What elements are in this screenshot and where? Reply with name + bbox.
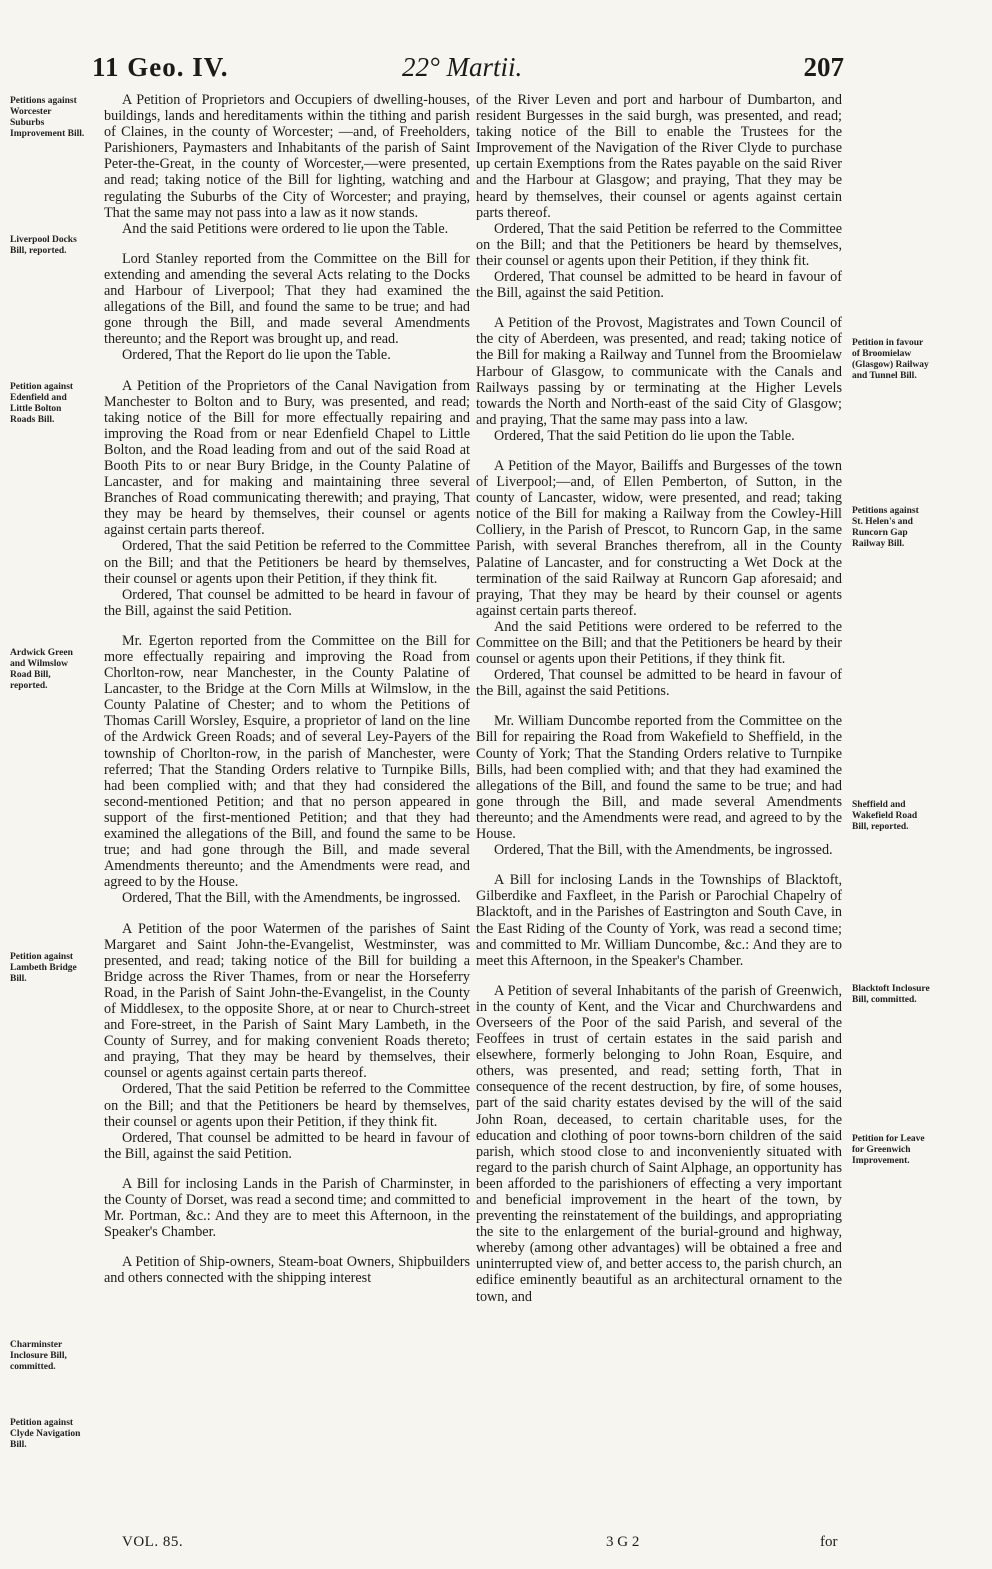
right-column [476, 92, 842, 1305]
entry-lambeth [104, 921, 470, 1162]
entry-paragraph: A Petition of Proprietors and Occupiers of dwelling-houses, buildings, lands and hereditaments within the tithing and parish of Claines, in the county of Worcester; —and, of Freeholders, Parishioners, Paymasters and Inhabitants of the parish of Saint Peter-the-Great, in the county of Worcester,—were presented, and read; taking notice of the Bill for lighting, watching and regulating the Suburbs of the City of Worcester; and praying, That the same may not pass into a law as it now stands. [104, 92, 470, 221]
signature-mark: 3 G 2 [606, 1534, 640, 1550]
entry-paragraph: Lord Stanley reported from the Committee on the Bill for extending and amending the several Acts relating to the Docks and Harbour of Liverpool; That they had examined the allegations of the Bill, and found the same to be true; and had gone through the Bill, and made several Amendments thereunto; and the Report was brought up, and read. [104, 250, 470, 348]
entry-paragraph: Ordered, That counsel be admitted to be heard in favour of the Bill, against the said Petitions. [476, 667, 842, 700]
margin-note-worcester: Petitions against Worcester Suburbs Improvement Bill. [10, 96, 85, 139]
entry-paragraph: Ordered, That the said Petition be referred to the Committee on the Bill; and that the Petitioners be heard by themselves, their counsel or agents upon their Petition, if they think fit. [476, 220, 842, 269]
entry-worcester [104, 92, 470, 237]
entry-paragraph: A Petition of the Proprietors of the Canal Navigation from Manchester to Bolton and to Bury, was presented, and read; taking notice of the Bill for more effectually repairing and improving the Road from or near Edenfield Chapel to Little Bolton, and the Road leading from and out of the said Road at Booth Pits to or near Bury Bridge, in the County Palatine of Lancaster, and for making and maintaining three several Branches of Road communicating therewith; and praying, That they may be heard by themselves, their counsel or agents against certain parts thereof. [104, 377, 470, 539]
entry-paragraph: A Petition of the Mayor, Bailiffs and Burgesses of the town of Liverpool;—and, of Ellen Pemberton, of Sutton, in the county of Lancaster, widow, were presented, and read; taking notice of the Bill for making a Railway from the Cowley-Hill Colliery, in the Parish of Prescot, to Runcorn Gap, in the same Parish, with several Branches therefrom, all in the County Palatine of Lancaster, and for constructing a Wet Dock at the termination of the said Railway at Runcorn Gap aforesaid; and praying, That they may be heard by their counsel or agents against certain parts thereof. [476, 457, 842, 619]
catchword: for [820, 1534, 838, 1550]
entry-paragraph: A Bill for inclosing Lands in the Parish of Charminster, in the County of Dorset, was read a second time; and committed to Mr. Portman, &c.: And they are to meet this Afternoon, in the Speaker's Chamber. [104, 1175, 470, 1241]
entry-paragraph: Ordered, That counsel be admitted to be heard in favour of the Bill, against the said Petition. [104, 1129, 470, 1162]
entry-liverpool [104, 251, 470, 364]
entry-paragraph: Ordered, That the Report do lie upon the Table. [122, 347, 391, 364]
entry-paragraph: Ordered, That counsel be admitted to be heard in favour of the Bill, against the said Petition. [104, 586, 470, 619]
entry-sheffield [476, 713, 842, 858]
entry-paragraph: Ordered, That the Bill, with the Amendments, be ingrossed. [122, 890, 461, 907]
entry-paragraph: Ordered, That counsel be admitted to be heard in favour of the Bill, against the said Petition. [476, 269, 842, 302]
entry-sthelens [476, 458, 842, 699]
entry-paragraph: A Petition of several Inhabitants of the parish of Greenwich, in the county of Kent, and the Vicar and Churchwardens and Overseers of the Poor of the said Parish, and several of the Feoffees in trust of certain estates in the said parish and elsewhere, formerly belonging to John Roan, Esquire, and others, was presented, and read; setting forth, That in consequence of the recent destruction, by fire, of some houses, part of the said charity estates devised by the will of the said John Roan, deceased, to certain charitable uses, for the education and clothing of poor towns-born children of the said parish, which stood close to and inconveniently situated with regard to the parish church of Saint Alphage, an opportunity has been afforded to the parishioners of effecting a very important and beneficial improvement in the heart of the town, by preventing the reinstatement of the buildings, and appropriating the site to the enlargement of the burial-ground and highway, whereby (among other advantages) will be obtained a free and uninterrupted view of, and better access to, the parish church, an edifice eminently beautiful as an architectural ornament to the town, and [476, 982, 842, 1305]
regnal-year: 11 Geo. IV. [92, 52, 229, 82]
margin-note-liverpool: Liverpool Docks Bill, reported. [10, 235, 77, 256]
margin-note-broomielaw: Petition in favour of Broomielaw (Glasgow) Railway and Tunnel Bill. [852, 338, 929, 381]
entry-clyde [104, 1254, 470, 1286]
entry-paragraph: of the River Leven and port and harbour of Dumbarton, and resident Burgesses in the said burgh, was presented, and read; taking notice of the Bill to enable the Trustees for the Improvement of the Navigation of the River Clyde to purchase up certain Exemptions from the Rates payable on the said River and the Harbour at Glasgow; and praying, That they may be heard by themselves, their counsel or agents against certain parts thereof. [476, 92, 842, 221]
entry-blacktoft [476, 872, 842, 969]
entry-paragraph: Ordered, That the Bill, with the Amendments, be ingrossed. [494, 842, 833, 859]
entry-paragraph: Mr. William Duncombe reported from the Committee on the Bill for repairing the Road from Wakefield to Sheffield, in the County of York; That the Standing Orders relative to Turnpike Bills, had been complied with; and that they had examined the allegations of the Bill, and found the same to be true; and had gone through the Bill, and made several Amendments thereunto; and the Amendments were read, and agreed to by the House. [476, 713, 842, 843]
left-column [104, 92, 470, 1286]
margin-note-sthelens: Petitions against St. Helen's and Runcorn Gap Railway Bill. [852, 506, 919, 549]
entry-paragraph: Ordered, That the said Petition be referred to the Committee on the Bill; and that the Petitioners be heard by themselves, their counsel or agents upon their Petition, if they think fit. [104, 1081, 470, 1130]
volume-label: VOL. 85. [122, 1534, 184, 1550]
margin-note-sheffield: Sheffield and Wakefield Road Bill, reported. [852, 800, 918, 832]
session-date: 22° Martii. [402, 52, 523, 82]
entry-charminster [104, 1176, 470, 1240]
page-header [92, 52, 844, 88]
entry-paragraph: Ordered, That the said Petition be referred to the Committee on the Bill; and that the Petitioners be heard by themselves, their counsel or agents upon their Petition, if they think fit. [104, 538, 470, 587]
entry-paragraph: A Petition of the Provost, Magistrates and Town Council of the city of Aberdeen, was presented, and read; taking notice of the Bill for making a Railway and Tunnel from the Broomielaw Harbour of Glasgow, to communicate with the Canals and Railways passing by or terminating at the Higher Levels towards the North and North-east of the said City of Glasgow; and praying, That the same may pass into a law. [476, 315, 842, 428]
entry-clyde-continued [476, 92, 842, 301]
entry-paragraph: A Bill for inclosing Lands in the Townships of Blacktoft, Gilberdike and Faxfleet, in the Parish or Parochial Chapelry of Blacktoft, and in the Parishes of Eastrington and South Cave, in the East Riding of the County of York, was read a second time; and committed to Mr. William Duncombe, &c.: And they are to meet this Afternoon, in the Speaker's Chamber. [476, 872, 842, 969]
entry-paragraph: Mr. Egerton reported from the Committee on the Bill for more effectually repairing and improving the Road from Chorlton-row, near Manchester, in the County Palatine of Lancaster, to the Bridge at the Corn Mills at Wilmslow, in the County Palatine of Chester; and to whom the Petitions of Thomas Carill Worsley, Esquire, a proprietor of land on the line of the Ardwick Green Roads; and of several Ley-Payers of the township of Chorlton-row, in the parish of Manchester, were referred; That the Standing Orders relative to Turnpike Bills, had been complied with; and that they had considered the second-mentioned Petition; and that no person appeared in support of the first-mentioned Petition; and that they had examined the allegations of the Bill, and found the same to be true; and had gone through the Bill, and made several Amendments thereunto; and the Amendments were read, and agreed to by the House. [104, 632, 470, 891]
entry-aberdeen [476, 315, 842, 444]
margin-note-clyde: Petition against Clyde Navigation Bill. [10, 1418, 81, 1450]
entry-paragraph: And the said Petitions were ordered to be referred to the Committee on the Bill; and that the Petitioners be heard by their counsel or agents upon their Petitions, if they think fit. [476, 618, 842, 668]
margin-note-lambeth: Petition against Lambeth Bridge Bill. [10, 952, 77, 984]
margin-note-ardwick: Ardwick Green and Wilmslow Road Bill, reported. [10, 648, 73, 691]
entry-paragraph: Ordered, That the said Petition do lie upon the Table. [494, 427, 795, 444]
margin-note-edenfield: Petition against Edenfield and Little Bolton Roads Bill. [10, 382, 74, 425]
entry-paragraph: A Petition of Ship-owners, Steam-boat Owners, Shipbuilders and others connected with the shipping interest [104, 1254, 470, 1287]
page-number: 207 [803, 52, 844, 82]
entry-greenwich [476, 983, 842, 1305]
entry-ardwick [104, 633, 470, 907]
entry-edenfield [104, 378, 470, 619]
margin-note-greenwich: Petition for Leave for Greenwich Improvement. [852, 1134, 925, 1166]
margin-note-charminster: Charminster Inclosure Bill, committed. [10, 1340, 67, 1372]
margin-note-blacktoft: Blacktoft Inclosure Bill, committed. [852, 984, 930, 1005]
entry-paragraph: And the said Petitions were ordered to lie upon the Table. [122, 220, 449, 237]
entry-paragraph: A Petition of the poor Watermen of the parishes of Saint Margaret and Saint John-the-Evangelist, Westminster, was presented, and read; taking notice of the Bill for building a Bridge across the River Thames, from or near the Horseferry Road, in the Parish of Saint John-the-Evangelist, in the County of Middlesex, to the opposite Shore, at or near to Church-street and Fore-street, in the Parish of Saint Mary Lambeth, in the County of Surrey, and for making convenient Roads thereto; and praying, That they may be heard by themselves, their counsel or agents against certain parts thereof. [104, 920, 470, 1082]
